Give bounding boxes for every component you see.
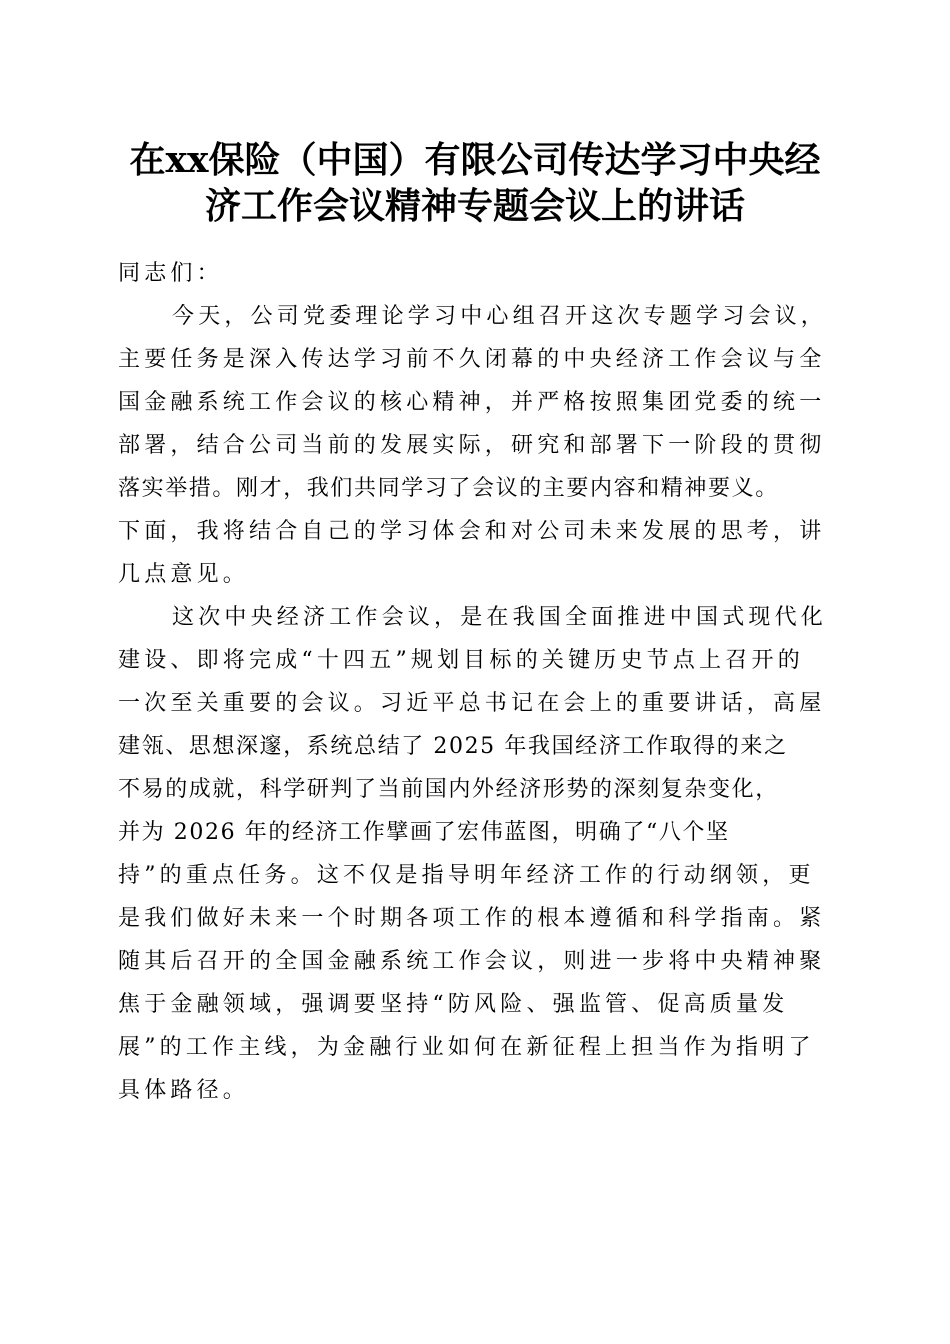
paragraph-line: 一次至关重要的会议。习近平总书记在会上的重要讲话，高屋 xyxy=(118,691,826,716)
paragraph-line: 焦于金融领域，强调要坚持“防风险、强监管、促高质量发 xyxy=(118,992,789,1017)
title-line-1: 在xx保险（中国）有限公司传达学习中央经 xyxy=(129,139,821,181)
paragraph-2 xyxy=(118,596,838,1112)
paragraph-line: 是我们做好未来一个时期各项工作的根本遵循和科学指南。紧 xyxy=(118,906,826,931)
paragraph-line: 下面，我将结合自己的学习体会和对公司未来发展的思考，讲 xyxy=(118,519,826,544)
paragraph-line: 建设、即将完成“十四五”规划目标的关键历史节点上召开的 xyxy=(118,648,804,673)
paragraph-1 xyxy=(118,295,838,596)
paragraph-line: 几点意见。 xyxy=(118,562,250,587)
paragraph-line: 建瓴、思想深邃，系统总结了 2025 年我国经济工作取得的来之 xyxy=(118,734,788,759)
paragraph-line: 展”的工作主线，为金融行业如何在新征程上担当作为指明了 xyxy=(118,1035,815,1060)
paragraph-line: 国金融系统工作会议的核心精神，并严格按照集团党委的统一 xyxy=(118,390,826,415)
paragraph-line: 具体路径。 xyxy=(118,1078,250,1103)
paragraph-line: 并为 2026 年的经济工作擘画了宏伟蓝图，明确了“八个坚 xyxy=(118,820,730,845)
paragraph-line: 今天，公司党委理论学习中心组召开这次专题学习会议， xyxy=(172,304,828,329)
document-body xyxy=(118,252,838,1112)
paragraph-line: 部署，结合公司当前的发展实际，研究和部署下一阶段的贯彻 xyxy=(118,433,826,458)
paragraph-line: 主要任务是深入传达学习前不久闭幕的中央经济工作会议与全 xyxy=(118,347,826,372)
paragraph-line: 随其后召开的全国金融系统工作会议，则进一步将中央精神聚 xyxy=(118,949,826,974)
paragraph-line: 这次中央经济工作会议，是在我国全面推进中国式现代化 xyxy=(172,605,828,630)
document-title xyxy=(100,137,850,229)
paragraph-line: 持”的重点任务。这不仅是指导明年经济工作的行动纲领，更 xyxy=(118,863,815,888)
paragraph-line: 不易的成就，科学研判了当前国内外经济形势的深刻复杂变化， xyxy=(118,777,779,802)
salutation: 同志们： xyxy=(118,261,223,286)
title-line-2: 济工作会议精神专题会议上的讲话 xyxy=(204,185,745,227)
paragraph-line: 落实举措。刚才，我们共同学习了会议的主要内容和精神要义。 xyxy=(118,476,779,501)
